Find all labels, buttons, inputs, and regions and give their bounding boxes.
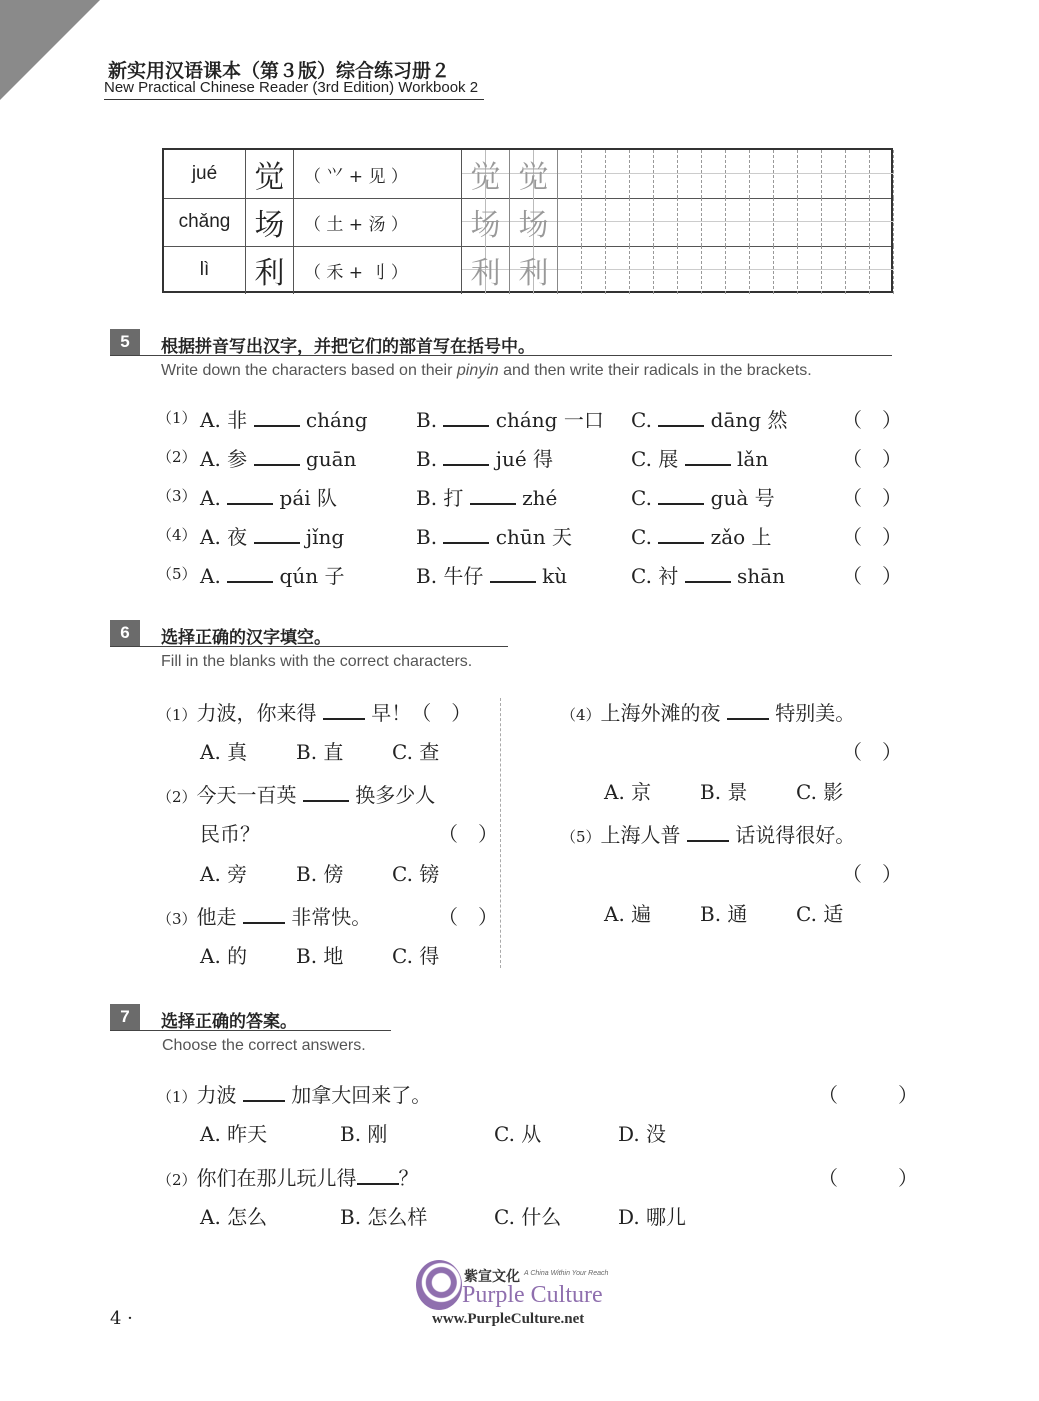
header-title-en: New Practical Chinese Reader (3rd Edition) Workbook 2 [104, 79, 479, 96]
blank-practice-cell[interactable] [702, 150, 726, 198]
question-text: 非常快。 [291, 905, 372, 929]
blank-practice-cell[interactable] [822, 150, 846, 198]
q6-3 [157, 901, 371, 930]
blank-practice-cell[interactable] [630, 246, 654, 294]
q5-option-b [416, 521, 572, 550]
question-number: （4） [157, 526, 197, 544]
blank-practice-cell[interactable] [822, 246, 846, 294]
answer-blank[interactable] [357, 1165, 399, 1185]
section-5-rule [110, 355, 892, 356]
corner-decoration [0, 0, 100, 100]
answer-blank[interactable] [443, 524, 489, 544]
section-5-subtitle [161, 362, 812, 380]
blank-practice-cell[interactable] [846, 150, 870, 198]
answer-blank[interactable] [687, 822, 729, 842]
question-text: 上海人普 [600, 823, 681, 847]
trace-cell[interactable]: 场 [462, 198, 510, 246]
option-prefix: C. [631, 408, 652, 432]
blank-practice-cell[interactable] [606, 150, 630, 198]
question-number: （5） [157, 565, 197, 583]
option-a[interactable]: A. 京 [604, 780, 652, 804]
question-text: 你们在那儿玩儿得 [196, 1166, 357, 1190]
blank-practice-cell[interactable] [702, 246, 726, 294]
option-prefix: A. [200, 564, 221, 588]
question-number: （2） [157, 448, 197, 466]
option-b[interactable]: B. 傍 [296, 862, 344, 886]
question-text: 特别美。 [775, 701, 856, 725]
question-text: 加拿大回来了。 [291, 1083, 432, 1107]
blank-practice-cell[interactable] [726, 150, 750, 198]
option-prefix: A. 参 [200, 447, 248, 471]
option-suffix: kù [542, 564, 568, 588]
answer-blank[interactable] [685, 563, 731, 583]
q5-option-b [416, 560, 567, 589]
option-suffix: cháng [305, 408, 368, 432]
option-c[interactable]: C. 影 [796, 780, 844, 804]
option-suffix: guān [305, 447, 357, 471]
answer-blank[interactable] [227, 563, 273, 583]
option-b[interactable]: B. 刚 [340, 1122, 388, 1146]
q5-number [157, 404, 197, 428]
blank-practice-cell[interactable] [654, 246, 678, 294]
question-text: 话说得很好。 [735, 823, 856, 847]
grid-radical: （ 禾 + 刂 ） [294, 246, 462, 294]
answer-blank[interactable] [227, 485, 273, 505]
section-5-title: 根据拼音写出汉字，并把它们的部首写在括号中。 [161, 337, 535, 357]
trace-cell[interactable]: 觉 [462, 150, 510, 198]
option-d[interactable]: D. 哪儿 [618, 1205, 687, 1229]
answer-blank[interactable] [658, 524, 704, 544]
option-prefix: A. [200, 486, 221, 510]
subtitle-emphasis: pinyin [456, 362, 499, 379]
answer-bracket[interactable]: （ ） [842, 408, 902, 432]
blank-practice-cell[interactable] [750, 150, 774, 198]
q7-2 [157, 1162, 419, 1191]
section-6-subtitle: Fill in the blanks with the correct characters. [161, 653, 473, 670]
option-suffix: qún 子 [279, 564, 345, 588]
subtitle-part: Write down the characters based on their [161, 362, 457, 379]
option-c[interactable]: C. 从 [494, 1122, 542, 1146]
option-a[interactable]: A. 的 [200, 944, 248, 968]
option-b[interactable]: B. 地 [296, 944, 344, 968]
grid-radical: （ 土 + 汤 ） [294, 198, 462, 246]
answer-blank[interactable] [254, 407, 300, 427]
option-suffix: jǐng [305, 525, 345, 549]
question-number: （3） [157, 910, 197, 928]
q5-option-a [200, 482, 337, 511]
grid-radical: （ ⺍ + 见 ） [294, 150, 462, 198]
blank-practice-cell[interactable] [774, 150, 798, 198]
q5-option-a [200, 443, 356, 472]
blank-practice-cell[interactable] [846, 198, 870, 246]
option-prefix: B. 打 [416, 486, 464, 510]
q6-4 [561, 697, 855, 726]
grid-pinyin: jué [164, 150, 246, 198]
section-7-rule [110, 1030, 391, 1031]
option-suffix: guà 号 [710, 486, 775, 510]
logo-tagline: A China Within Your Reach [524, 1270, 609, 1277]
option-prefix: A. 夜 [200, 525, 248, 549]
blank-practice-cell[interactable] [606, 246, 630, 294]
website-url[interactable]: www.PurpleCulture.net [432, 1311, 585, 1327]
option-prefix: C. 衬 [631, 564, 679, 588]
blank-practice-cell[interactable] [798, 198, 822, 246]
blank-practice-cell[interactable] [630, 150, 654, 198]
grid-character: 场 [246, 198, 294, 246]
question-number: （1） [157, 1088, 197, 1106]
q5-option-b [416, 443, 553, 472]
option-prefix: C. 展 [631, 447, 679, 471]
option-c[interactable]: C. 得 [392, 944, 440, 968]
answer-blank[interactable] [323, 700, 365, 720]
blank-practice-cell[interactable] [798, 150, 822, 198]
option-a[interactable]: A. 旁 [200, 862, 248, 886]
answer-bracket[interactable]: （ ） [842, 525, 902, 549]
question-text: 早！（ ） [371, 701, 472, 725]
blank-practice-cell[interactable] [582, 246, 606, 294]
question-text: 力波 [196, 1083, 237, 1107]
writing-grid [162, 148, 893, 293]
answer-bracket[interactable]: （ ） [438, 822, 498, 846]
option-b[interactable]: B. 景 [700, 780, 748, 804]
option-c[interactable]: C. 镑 [392, 862, 440, 886]
blank-practice-cell[interactable] [870, 150, 894, 198]
option-prefix: B. 牛仔 [416, 564, 484, 588]
trace-cell[interactable]: 利 [510, 246, 558, 294]
question-number: （1） [157, 409, 197, 427]
logo-swirl-icon [416, 1260, 462, 1310]
q5-option-c [631, 482, 775, 511]
answer-bracket[interactable]: （ ） [842, 447, 902, 471]
blank-practice-cell[interactable] [582, 150, 606, 198]
blank-practice-cell[interactable] [630, 198, 654, 246]
option-suffix: chūn 天 [495, 525, 572, 549]
option-suffix: shān [737, 564, 785, 588]
option-suffix: dāng 然 [710, 408, 788, 432]
option-suffix: lǎn [737, 447, 769, 471]
blank-practice-cell[interactable] [558, 150, 582, 198]
q5-option-a [200, 404, 368, 433]
answer-blank[interactable] [685, 446, 731, 466]
blank-practice-cell[interactable] [726, 246, 750, 294]
answer-bracket[interactable]: （ ） [842, 740, 902, 764]
q5-number [157, 521, 197, 545]
header-rule [104, 99, 484, 100]
question-text: 上海外滩的夜 [600, 701, 721, 725]
q5-option-c [631, 560, 785, 589]
option-d[interactable]: D. 没 [618, 1122, 667, 1146]
trace-cell[interactable]: 场 [510, 198, 558, 246]
answer-bracket[interactable]: （ ） [818, 1083, 918, 1107]
answer-bracket[interactable]: （ ） [842, 862, 902, 886]
answer-bracket[interactable]: （ ） [842, 564, 902, 588]
option-b[interactable]: B. 直 [296, 740, 344, 764]
question-text: 力波，你来得 [196, 701, 317, 725]
logo-en-text: Purple Culture [462, 1282, 603, 1308]
answer-blank[interactable] [658, 485, 704, 505]
q5-option-b [416, 404, 604, 433]
grid-pinyin: chǎng [164, 198, 246, 246]
answer-bracket[interactable]: （ ） [842, 486, 902, 510]
header-title-cn: 新实用汉语课本（第３版）综合练习册２ [108, 60, 451, 82]
option-a[interactable]: A. 遍 [604, 902, 652, 926]
option-suffix: cháng 一口 [495, 408, 604, 432]
answer-blank[interactable] [443, 446, 489, 466]
question-number: （1） [157, 706, 197, 724]
option-prefix: A. 非 [200, 408, 248, 432]
q5-option-c [631, 521, 772, 550]
blank-practice-cell[interactable] [870, 198, 894, 246]
option-a[interactable]: A. 怎么 [200, 1205, 268, 1229]
option-a[interactable]: A. 昨天 [200, 1122, 268, 1146]
q5-option-c [631, 443, 768, 472]
option-prefix: C. [631, 525, 652, 549]
answer-blank[interactable] [470, 485, 516, 505]
blank-practice-cell[interactable] [726, 198, 750, 246]
option-a[interactable]: A. 真 [200, 740, 248, 764]
logo-cn-text: 紫宣文化 [464, 1269, 520, 1285]
blank-practice-cell[interactable] [678, 150, 702, 198]
blank-practice-cell[interactable] [798, 246, 822, 294]
option-b[interactable]: B. 怎么样 [340, 1205, 428, 1229]
question-text: 换多少人 [355, 783, 436, 807]
answer-bracket[interactable]: （ ） [438, 905, 498, 929]
question-text: 他走 [196, 905, 237, 929]
column-divider [500, 698, 501, 968]
option-suffix: zhé [522, 486, 558, 510]
blank-practice-cell[interactable] [606, 198, 630, 246]
option-suffix: zǎo 上 [710, 525, 772, 549]
option-b[interactable]: B. 通 [700, 902, 748, 926]
option-suffix: jué 得 [495, 447, 554, 471]
subtitle-part: and then write their radicals in the brackets. [498, 362, 812, 379]
blank-practice-cell[interactable] [774, 246, 798, 294]
page-number: 4 · [110, 1308, 133, 1329]
blank-practice-cell[interactable] [654, 198, 678, 246]
blank-practice-cell[interactable] [582, 198, 606, 246]
grid-pinyin: lì [164, 246, 246, 294]
answer-blank[interactable] [443, 407, 489, 427]
option-suffix: pái 队 [279, 486, 338, 510]
question-number: （4） [561, 706, 601, 724]
answer-blank[interactable] [254, 446, 300, 466]
answer-blank[interactable] [727, 700, 769, 720]
q5-option-a [200, 560, 344, 589]
trace-cell[interactable]: 利 [462, 246, 510, 294]
question-text: 今天一百英 [196, 783, 297, 807]
section-5-number: 5 [110, 329, 140, 355]
q5-number [157, 482, 197, 506]
q5-option-c [631, 404, 787, 433]
section-7-number: 7 [110, 1004, 140, 1030]
q6-1 [157, 697, 471, 726]
trace-cell[interactable]: 觉 [510, 150, 558, 198]
answer-blank[interactable] [254, 524, 300, 544]
option-prefix: B. [416, 525, 438, 549]
answer-blank[interactable] [303, 782, 349, 802]
q6-2-line2: 民币？ [200, 822, 260, 846]
blank-practice-cell[interactable] [822, 198, 846, 246]
option-prefix: C. [631, 486, 652, 510]
answer-blank[interactable] [490, 563, 536, 583]
question-text: ？ [398, 1166, 419, 1190]
blank-practice-cell[interactable] [678, 198, 702, 246]
answer-blank[interactable] [243, 904, 285, 924]
blank-practice-cell[interactable] [750, 198, 774, 246]
blank-practice-cell[interactable] [558, 198, 582, 246]
option-c[interactable]: C. 适 [796, 902, 844, 926]
blank-practice-cell[interactable] [774, 198, 798, 246]
section-7-subtitle: Choose the correct answers. [162, 1037, 366, 1054]
grid-character: 觉 [246, 150, 294, 198]
blank-practice-cell[interactable] [750, 246, 774, 294]
option-c[interactable]: C. 查 [392, 740, 440, 764]
blank-practice-cell[interactable] [870, 246, 894, 294]
blank-practice-cell[interactable] [678, 246, 702, 294]
option-c[interactable]: C. 什么 [494, 1205, 562, 1229]
q6-5 [561, 819, 855, 848]
q6-2 [157, 779, 435, 808]
answer-blank[interactable] [243, 1082, 285, 1102]
option-prefix: B. [416, 408, 438, 432]
question-number: （5） [561, 828, 601, 846]
answer-bracket[interactable]: （ ） [818, 1166, 918, 1190]
blank-practice-cell[interactable] [702, 198, 726, 246]
q5-number [157, 560, 197, 584]
q5-option-a [200, 521, 344, 550]
section-6-title: 选择正确的汉字填空。 [161, 628, 331, 648]
q5-number [157, 443, 197, 467]
blank-practice-cell[interactable] [558, 246, 582, 294]
blank-practice-cell[interactable] [846, 246, 870, 294]
option-prefix: B. [416, 447, 438, 471]
q5-option-b [416, 482, 557, 511]
grid-character: 利 [246, 246, 294, 294]
answer-blank[interactable] [658, 407, 704, 427]
question-number: （2） [157, 788, 197, 806]
question-number: （2） [157, 1171, 197, 1189]
question-number: （3） [157, 487, 197, 505]
q7-1 [157, 1079, 431, 1108]
blank-practice-cell[interactable] [654, 150, 678, 198]
section-6-number: 6 [110, 620, 140, 646]
section-7-title: 选择正确的答案。 [161, 1012, 297, 1032]
section-6-rule [110, 646, 508, 647]
